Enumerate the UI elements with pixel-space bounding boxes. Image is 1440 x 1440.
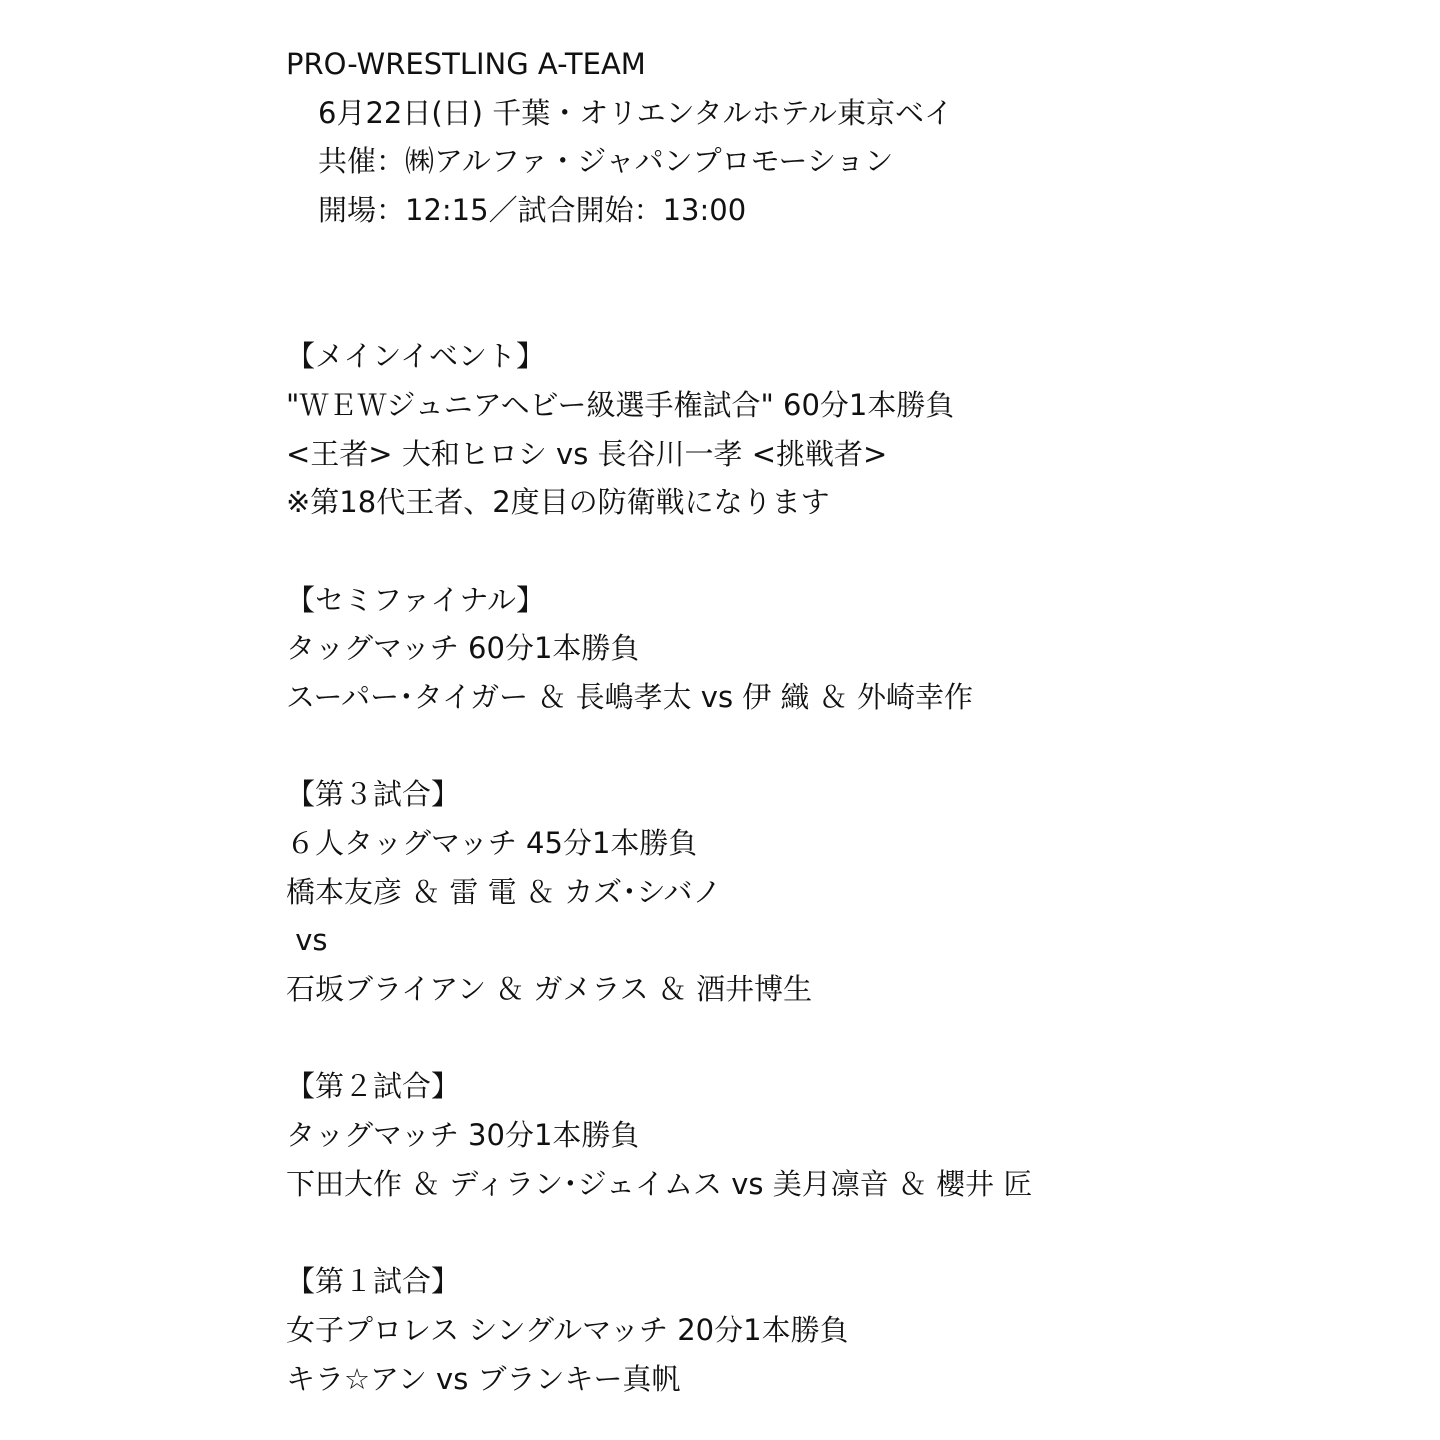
match3-vs: vs bbox=[286, 923, 328, 958]
semi-final-match-type: タッグマッチ 60分1本勝負 bbox=[286, 631, 640, 666]
match1-heading: 【第１試合】 bbox=[286, 1264, 461, 1299]
match1-competitors: キラ☆アン vs ブランキー真帆 bbox=[286, 1361, 681, 1396]
semi-final-competitors: スーパー･タイガー ＆ 長嶋孝太 vs 伊 織 ＆ 外崎幸作 bbox=[286, 679, 973, 714]
match3-team-a: 橋本友彦 ＆ 雷 電 ＆ カズ･シバノ bbox=[286, 874, 722, 909]
spacer bbox=[286, 1014, 1386, 1063]
event-cohost: 共催：㈱アルファ・ジャパンプロモーション bbox=[318, 144, 894, 179]
main-event-match-type: "ＷＥＷジュニアヘビー級選手権試合" 60分1本勝負 bbox=[286, 387, 955, 422]
match2-heading: 【第２試合】 bbox=[286, 1069, 461, 1104]
spacer bbox=[286, 1209, 1386, 1258]
main-event-competitors: <王者> 大和ヒロシ vs 長谷川一孝 <挑戦者> bbox=[286, 436, 888, 471]
match1-match-type: 女子プロレス シングルマッチ 20分1本勝負 bbox=[286, 1312, 849, 1347]
event-card bbox=[286, 40, 1386, 1403]
spacer bbox=[286, 235, 1386, 332]
main-event-note: ※第18代王者、2度目の防衛戦になります bbox=[286, 485, 830, 520]
promotion-title: PRO-WRESTLING A-TEAM bbox=[286, 47, 646, 81]
match2-match-type: タッグマッチ 30分1本勝負 bbox=[286, 1118, 640, 1153]
spacer bbox=[286, 722, 1386, 771]
match3-match-type: ６人タッグマッチ 45分1本勝負 bbox=[286, 826, 698, 861]
semi-final-heading: 【セミファイナル】 bbox=[286, 582, 545, 617]
match3-heading: 【第３試合】 bbox=[286, 777, 461, 812]
match3-team-b: 石坂ブライアン ＆ ガメラス ＆ 酒井博生 bbox=[286, 972, 813, 1007]
main-event-heading: 【メインイベント】 bbox=[286, 339, 545, 374]
event-times: 開場：12:15／試合開始：13:00 bbox=[318, 193, 747, 228]
match2-competitors: 下田大作 ＆ ディラン･ジェイムス vs 美月凛音 ＆ 櫻井 匠 bbox=[286, 1166, 1033, 1201]
spacer bbox=[286, 527, 1386, 576]
event-date-venue: 6月22日(日) 千葉・オリエンタルホテル東京ベイ bbox=[318, 95, 954, 130]
